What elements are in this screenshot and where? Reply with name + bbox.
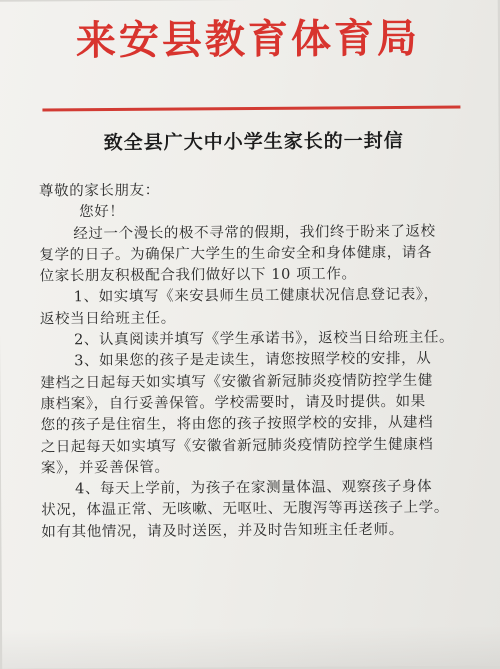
paragraph-line: 4、每天上学前，为孩子在家测量体温、观察孩子身体 xyxy=(75,478,433,498)
letterhead-org-name: 来安县教育体育局 xyxy=(75,15,421,65)
letterhead-divider xyxy=(42,106,460,112)
paragraph-line: 复学的日子。为确保广大学生的生命安全和身体健康，请各 xyxy=(39,244,433,264)
paragraph-line: 2、认真阅读并填写《学生承诺书》，返校当日给班主任。 xyxy=(73,329,455,349)
paragraph-line: 位家长朋友积极配合我们做好以下 10 项工作。 xyxy=(39,266,357,285)
paragraph-line: 之日起每天如实填写《安徽省新冠肺炎疫情防控学生健康档 xyxy=(40,436,434,456)
letter-body xyxy=(39,179,462,544)
paragraph-line: 您的孩子是住宿生，将由您的孩子按照学校的安排，从建档 xyxy=(40,414,434,434)
paragraph-line: 康档案》，自行妥善保管。学校需要时，请及时提供。如果 xyxy=(40,393,426,413)
paragraph-line: 如有其他情况，请及时送医，并及时告知班主任老师。 xyxy=(41,521,404,541)
paragraph-line: 建档之日起每天如实填写《安徽省新冠肺炎疫情防控学生健 xyxy=(40,372,434,392)
paragraph-line: 1、如实填写《来安县师生员工健康状况信息登记表》， xyxy=(73,287,439,306)
paragraph-line: 状况，体温正常、无咳嗽、无呕吐、无腹泻等再送孩子上学。 xyxy=(41,500,449,519)
page-shadow xyxy=(2,625,500,668)
paragraph-line: 经过一个漫长的极不寻常的假期，我们终于盼来了返校 xyxy=(73,223,436,242)
letter-title: 致全县广大中小学生家长的一封信 xyxy=(103,129,404,155)
salutation: 尊敬的家长朋友： xyxy=(38,182,160,200)
paragraph-line: 3、如果您的孩子是走读生，请您按照学校的安排，从 xyxy=(74,351,432,370)
paragraph-line: 案》，并妥善保管。 xyxy=(40,459,170,477)
greeting: 您好！ xyxy=(79,204,125,221)
paragraph-line: 返校当日给班主任。 xyxy=(39,310,176,328)
